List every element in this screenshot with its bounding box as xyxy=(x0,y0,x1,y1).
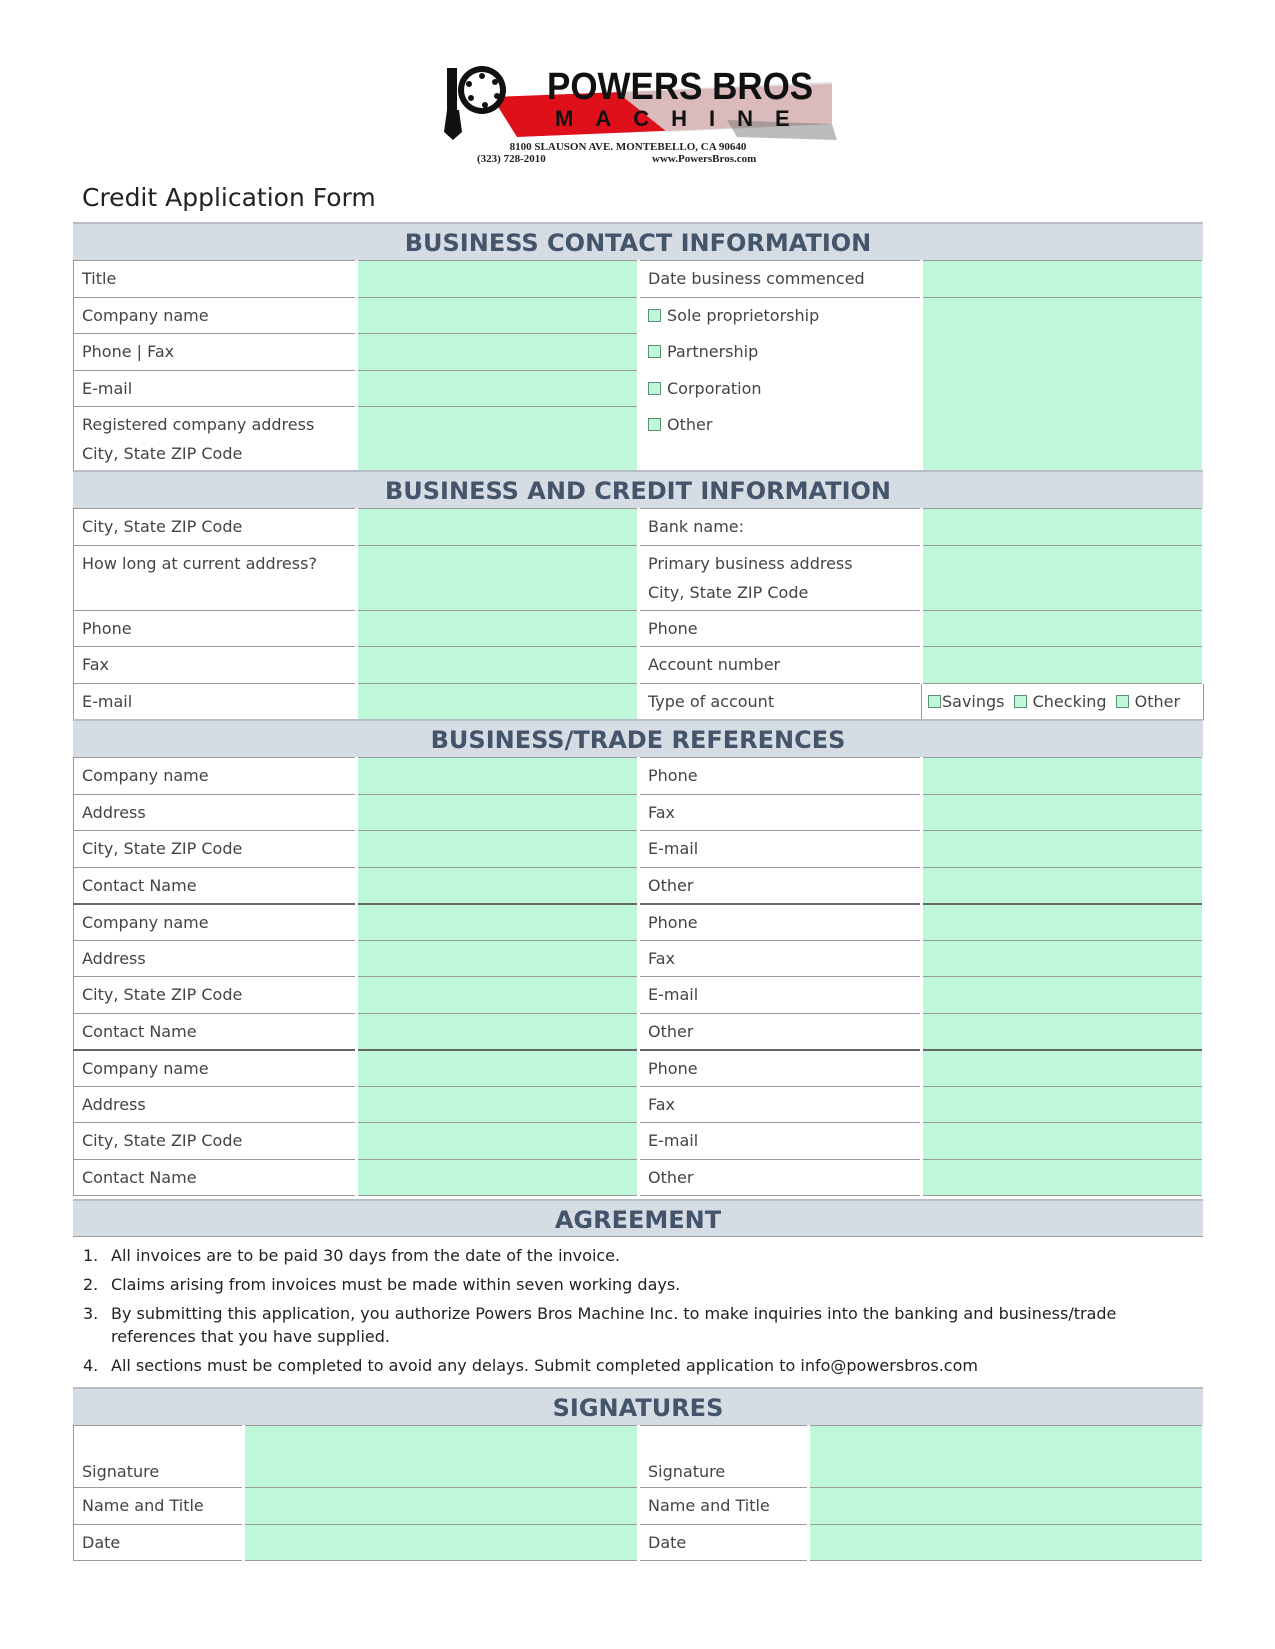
ref-field[interactable] xyxy=(922,794,1204,831)
logo-web: www.PowersBros.com xyxy=(652,153,757,165)
ref-field[interactable] xyxy=(357,1050,639,1087)
ref-field[interactable] xyxy=(357,977,639,1014)
account-field[interactable] xyxy=(922,647,1204,684)
how-long-field[interactable] xyxy=(357,545,639,610)
label-address: Address xyxy=(74,940,357,977)
list-item: 4. All sections must be completed to avoid any delays. Submit completed application to info@powersbros.com xyxy=(83,1356,978,1375)
logo-sub: MACHINE xyxy=(555,106,812,131)
label-company: Company name xyxy=(74,297,357,334)
label-phone: Phone xyxy=(639,904,922,941)
label-email: E-mail xyxy=(639,831,922,868)
label-other: Other xyxy=(639,867,922,904)
logo-phone: (323) 728-2010 xyxy=(477,153,546,165)
label-email: E-mail xyxy=(639,977,922,1014)
name-title-field[interactable] xyxy=(809,1488,1204,1525)
date-commenced-field[interactable] xyxy=(922,261,1204,298)
label-contact: Contact Name xyxy=(74,867,357,904)
label-account-type: Type of account xyxy=(639,683,922,720)
option-sole[interactable]: Sole proprietorship xyxy=(648,298,912,335)
title-field[interactable] xyxy=(357,261,639,298)
label-fax: Fax xyxy=(639,1086,922,1123)
contact-table xyxy=(73,260,1205,472)
section-agreement xyxy=(73,1199,1203,1383)
section-signatures xyxy=(73,1387,1203,1561)
list-item: 3. By submitting this application, you authorize Powers Bros Machine Inc. to make inquiries into the banking and business/trade references that you have supplied. xyxy=(83,1304,1117,1346)
label-name-title: Name and Title xyxy=(74,1488,244,1525)
ref-field[interactable] xyxy=(357,940,639,977)
section-header: BUSINESS AND CREDIT INFORMATION xyxy=(73,470,1203,508)
phone-field[interactable] xyxy=(357,610,639,647)
label-company: Company name xyxy=(74,904,357,941)
label-bank-phone: Phone xyxy=(639,610,922,647)
ref-field[interactable] xyxy=(357,831,639,868)
label-other: Other xyxy=(639,1159,922,1196)
email-field[interactable] xyxy=(357,683,639,720)
label-phone-fax: Phone | Fax xyxy=(74,334,357,371)
label-company: Company name xyxy=(74,1050,357,1087)
credit-table xyxy=(73,508,1205,720)
label-city: City, State ZIP Code xyxy=(74,509,357,546)
label-name-title: Name and Title xyxy=(639,1488,809,1525)
label-phone: Phone xyxy=(74,610,357,647)
name-title-field[interactable] xyxy=(244,1488,639,1525)
label-contact: Contact Name xyxy=(74,1159,357,1196)
ref-field[interactable] xyxy=(922,977,1204,1014)
ref-field[interactable] xyxy=(357,794,639,831)
email-field[interactable] xyxy=(357,370,639,407)
option-other[interactable]: Other xyxy=(648,407,912,444)
list-item: 2. Claims arising from invoices must be made within seven working days. xyxy=(83,1275,681,1294)
date-field[interactable] xyxy=(244,1524,639,1561)
city-field[interactable] xyxy=(357,509,639,546)
option-partnership[interactable]: Partnership xyxy=(648,334,912,371)
label-fax: Fax xyxy=(639,794,922,831)
label-address: Address xyxy=(74,794,357,831)
signatures-table xyxy=(73,1425,1205,1561)
ref-field[interactable] xyxy=(357,904,639,941)
label-other: Other xyxy=(639,1013,922,1050)
ref-field[interactable] xyxy=(922,1159,1204,1196)
label-phone: Phone xyxy=(639,1050,922,1087)
section-header: BUSINESS CONTACT INFORMATION xyxy=(73,222,1203,260)
reference-1 xyxy=(74,758,1204,904)
label-fax: Fax xyxy=(74,647,357,684)
ref-field[interactable] xyxy=(357,758,639,795)
option-other[interactable]: Other xyxy=(1116,692,1180,711)
ref-field[interactable] xyxy=(357,1086,639,1123)
label-primary-address: Primary business address City, State ZIP Code xyxy=(639,545,922,610)
label-date: Date xyxy=(639,1524,809,1561)
checkbox[interactable] xyxy=(648,382,661,395)
checkbox[interactable] xyxy=(1116,695,1129,708)
label-date: Date xyxy=(74,1524,244,1561)
list-item: 1. All invoices are to be paid 30 days from the date of the invoice. xyxy=(83,1246,621,1265)
references-table xyxy=(73,757,1205,1196)
ref-field[interactable] xyxy=(922,1086,1204,1123)
label-account: Account number xyxy=(639,647,922,684)
phone-fax-field[interactable] xyxy=(357,334,639,371)
ref-field[interactable] xyxy=(922,831,1204,868)
checkbox[interactable] xyxy=(648,309,661,322)
bank-phone-field[interactable] xyxy=(922,610,1204,647)
ref-field[interactable] xyxy=(922,940,1204,977)
signature-field[interactable] xyxy=(244,1426,639,1488)
label-address: Address xyxy=(74,1086,357,1123)
ref-field[interactable] xyxy=(922,904,1204,941)
label-date-commenced: Date business commenced xyxy=(639,261,922,298)
label-phone: Phone xyxy=(639,758,922,795)
company-field[interactable] xyxy=(357,297,639,334)
primary-address-field[interactable] xyxy=(922,545,1204,610)
label-contact: Contact Name xyxy=(74,1013,357,1050)
ref-field[interactable] xyxy=(922,867,1204,904)
label-email: E-mail xyxy=(639,1123,922,1160)
checkbox[interactable] xyxy=(928,695,941,708)
ref-field[interactable] xyxy=(922,758,1204,795)
logo-brand: POWERS BROS xyxy=(547,66,814,108)
label-email: E-mail xyxy=(74,683,357,720)
ref-field[interactable] xyxy=(922,1123,1204,1160)
logo-address: 8100 SLAUSON AVE. MONTEBELLO, CA 90640 xyxy=(509,141,747,153)
label-company: Company name xyxy=(74,758,357,795)
registered-address-field[interactable] xyxy=(357,407,639,472)
fax-field[interactable] xyxy=(357,647,639,684)
account-type-options xyxy=(922,683,1204,720)
section-header: SIGNATURES xyxy=(73,1387,1203,1425)
ref-field[interactable] xyxy=(357,1013,639,1050)
section-references xyxy=(73,719,1203,1196)
ref-field[interactable] xyxy=(357,1123,639,1160)
checkbox[interactable] xyxy=(1014,695,1027,708)
reference-2 xyxy=(74,904,1204,1050)
agreement-list xyxy=(73,1244,1203,1377)
label-how-long: How long at current address? xyxy=(74,545,357,610)
company-logo xyxy=(437,62,837,170)
option-savings[interactable]: Savings xyxy=(928,692,1005,711)
label-signature: Signature xyxy=(74,1426,244,1488)
checkbox[interactable] xyxy=(648,345,661,358)
business-type-field[interactable] xyxy=(922,297,1204,472)
section-header: AGREEMENT xyxy=(73,1199,1203,1237)
label-bank: Bank name: xyxy=(639,509,922,546)
ref-field[interactable] xyxy=(922,1050,1204,1087)
section-header: BUSINESS/TRADE REFERENCES xyxy=(73,719,1203,757)
option-corporation[interactable]: Corporation xyxy=(648,371,912,408)
date-field[interactable] xyxy=(809,1524,1204,1561)
label-title: Title xyxy=(74,261,357,298)
bank-field[interactable] xyxy=(922,509,1204,546)
section-credit xyxy=(73,470,1203,720)
option-checking[interactable]: Checking xyxy=(1014,692,1107,711)
label-registered-address: Registered company address City, State ZIP Code xyxy=(74,407,357,472)
section-contact xyxy=(73,222,1203,472)
label-city: City, State ZIP Code xyxy=(74,1123,357,1160)
checkbox[interactable] xyxy=(648,418,661,431)
business-type-options xyxy=(639,297,922,472)
signature-field[interactable] xyxy=(809,1426,1204,1488)
reference-3 xyxy=(74,1050,1204,1196)
ref-field[interactable] xyxy=(357,1159,639,1196)
page-title: Credit Application Form xyxy=(82,183,376,212)
label-signature: Signature xyxy=(639,1426,809,1488)
label-email: E-mail xyxy=(74,370,357,407)
label-city: City, State ZIP Code xyxy=(74,831,357,868)
ref-field[interactable] xyxy=(357,867,639,904)
label-fax: Fax xyxy=(639,940,922,977)
ref-field[interactable] xyxy=(922,1013,1204,1050)
label-city: City, State ZIP Code xyxy=(74,977,357,1014)
